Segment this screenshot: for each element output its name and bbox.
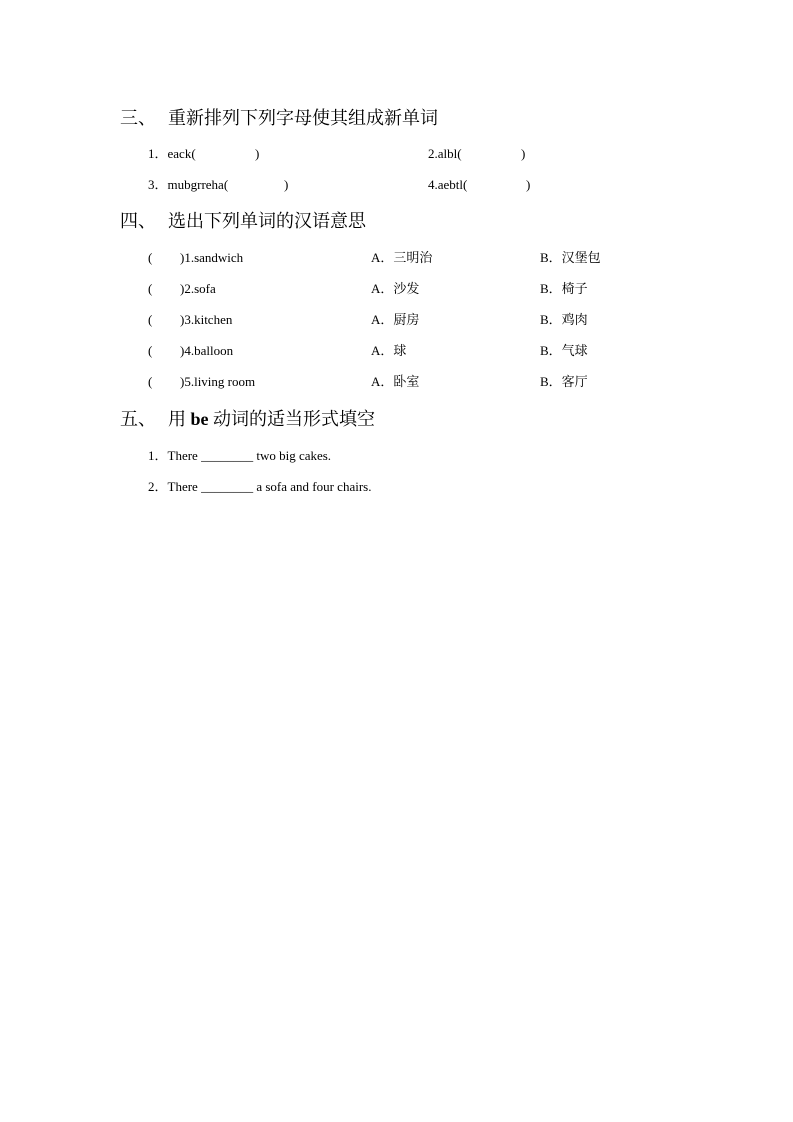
section-5-title-bold: be xyxy=(190,409,209,429)
sentence-text: There ________ two big cakes. xyxy=(167,448,332,463)
section-3-heading xyxy=(120,107,438,129)
option-a: A．沙发 xyxy=(371,281,420,296)
option-b: B．汉堡包 xyxy=(540,250,601,265)
section-4-number: 四、 xyxy=(120,211,156,231)
answer-paren: ( xyxy=(148,281,153,296)
section-5-number: 五、 xyxy=(120,409,156,429)
section-3-title: 重新排列下列字母使其组成新单词 xyxy=(168,108,438,128)
option-a: A．三明治 xyxy=(371,250,433,265)
section-4-heading xyxy=(120,210,366,232)
section-5-title-pre: 用 xyxy=(168,409,191,429)
option-a: A．厨房 xyxy=(371,312,420,327)
vocab-word: )1.sandwich xyxy=(180,250,244,265)
item-number: 1． xyxy=(148,146,168,161)
unscramble-item-3 xyxy=(148,177,228,193)
vocab-word: )4.balloon xyxy=(180,343,234,358)
option-a: A．球 xyxy=(371,343,407,358)
scrambled-word: mubgrreha( xyxy=(167,177,229,192)
section-5-heading xyxy=(120,408,375,430)
unscramble-item-4-close: ) xyxy=(526,177,531,192)
answer-paren: ( xyxy=(148,374,153,389)
item-number: 1． xyxy=(148,448,168,463)
section-5-title-post: 动词的适当形式填空 xyxy=(208,409,375,429)
option-b: B．客厅 xyxy=(540,374,588,389)
unscramble-item-2 xyxy=(428,146,462,162)
section-3-number: 三、 xyxy=(120,108,156,128)
unscramble-item-4 xyxy=(428,177,467,193)
option-b: B．鸡肉 xyxy=(540,312,588,327)
scrambled-word: eack( xyxy=(167,146,196,161)
fill-blank-item-2 xyxy=(148,479,371,495)
item-number: 3． xyxy=(148,177,168,192)
fill-blank-item-1 xyxy=(148,448,331,464)
item-number: 2． xyxy=(148,479,168,494)
vocab-word: )3.kitchen xyxy=(180,312,233,327)
scrambled-word: 4.aebtl( xyxy=(428,177,468,192)
option-b: B．椅子 xyxy=(540,281,588,296)
option-a: A．卧室 xyxy=(371,374,420,389)
answer-paren: ( xyxy=(148,250,153,265)
vocab-word: )5.living room xyxy=(180,374,256,389)
scrambled-word: 2.albl( xyxy=(428,146,462,161)
sentence-text: There ________ a sofa and four chairs. xyxy=(167,479,372,494)
section-4-title: 选出下列单词的汉语意思 xyxy=(168,211,366,231)
vocab-word: )2.sofa xyxy=(180,281,216,296)
option-b: B．气球 xyxy=(540,343,588,358)
unscramble-item-1-close: ) xyxy=(255,146,260,161)
answer-paren: ( xyxy=(148,343,153,358)
unscramble-item-1 xyxy=(148,146,196,162)
answer-paren: ( xyxy=(148,312,153,327)
unscramble-item-3-close: ) xyxy=(284,177,289,192)
unscramble-item-2-close: ) xyxy=(521,146,526,161)
